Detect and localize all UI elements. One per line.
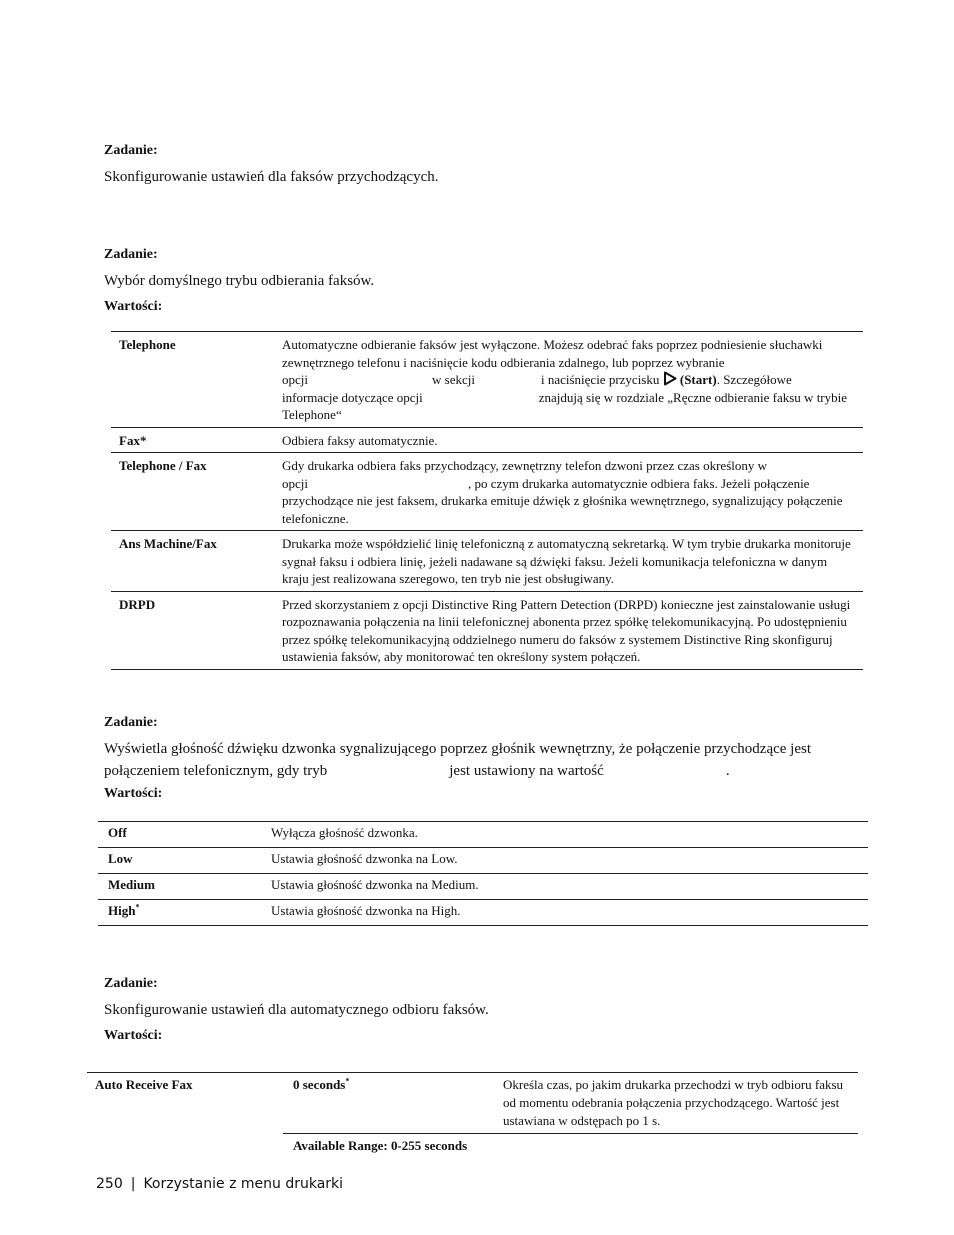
default-marker: * [135,902,140,912]
footer-separator: | [130,1176,136,1192]
option-name: Telephone [111,332,282,428]
option-name: DRPD [111,591,282,669]
table-row [98,900,868,926]
values-label: Wartości: [104,1028,163,1043]
available-range: Available Range: 0-255 seconds [293,1138,468,1153]
table-row [98,822,868,848]
footer-title: Korzystanie z menu drukarki [143,1176,344,1192]
receive-mode-table [111,331,863,670]
default-marker: * [345,1076,350,1086]
option-description: Automatyczne odbieranie faksów jest wyłączone. Możesz odebrać faks poprzez podniesienie słuchawki zewnętrznego telefonu i naciśnięcie kodu odbierania zdalnego, lub poprzez wybranie opcji w sekcji i naciśnięcie przycisku (Start). Szczegółowe informacje dotyczące opcji znajdują się w rozdziale „Ręczne odbieranie faksu w trybie Telephone“ [282,332,863,428]
auto-receive-table [87,1072,858,1155]
task-label: Zadanie: [104,247,158,262]
task-label: Zadanie: [104,143,158,158]
setting-name: Auto Receive Fax [95,1077,193,1092]
option-description: Ustawia głośność dzwonka na High. [271,900,868,926]
table-row [111,453,863,531]
task-description: Skonfigurowanie ustawień dla faksów przychodzących. [104,169,439,185]
ring-volume-table [98,821,868,926]
option-description: Odbiera faksy automatycznie. [282,427,863,453]
page-number: 250 [96,1176,123,1192]
table-row [111,591,863,669]
table-row [111,531,863,592]
task-label: Zadanie: [104,976,158,991]
option-name: Medium [98,874,271,900]
option-description: Ustawia głośność dzwonka na Medium. [271,874,868,900]
option-name: Low [98,848,271,874]
setting-description: Określa czas, po jakim drukarka przechodzi w tryb odbioru faksu od momentu odebrania połączenia przychodzącego. Wartość jest ustawiana w odstępach po 1 s. [493,1073,858,1134]
default-value: 0 seconds* [283,1073,493,1134]
task-description: Skonfigurowanie ustawień dla automatycznego odbioru faksów. [104,1002,489,1018]
option-name: Off [98,822,271,848]
option-name: Fax* [111,427,282,453]
table-row [111,427,863,453]
table-row [98,874,868,900]
values-label: Wartości: [104,786,163,801]
page-footer [96,1176,343,1192]
option-description: Ustawia głośność dzwonka na Low. [271,848,868,874]
values-label: Wartości: [104,299,163,314]
option-description: Wyłącza głośność dzwonka. [271,822,868,848]
option-name: Ans Machine/Fax [111,531,282,592]
option-description: Przed skorzystaniem z opcji Distinctive Ring Pattern Detection (DRPD) konieczne jest zainstalowanie usługi rozpoznawania połączenia na linii telefonicznej abonenta przez spółkę telekomunikacyjną. Po udostępnieniu przez spółkę telekomunikacyjną oddzielnego numeru do faksów z systemem Distinctive Ring skonfiguruj ustawienia faksów, aby monitorować ten określony system połączeń. [282,591,863,669]
table-row [87,1073,858,1134]
task-description: Wyświetla głośność dźwięku dzwonka sygnalizującego poprzez głośnik wewnętrzny, że połączenie przychodzące jest połączeniem telefonicznym, gdy tryb jest ustawiony na wartość . [104,741,812,779]
option-name: High* [98,900,271,926]
option-description: Drukarka może współdzielić linię telefoniczną z automatyczną sekretarką. W tym trybie drukarka monitoruje sygnał faksu i odbiera linię, jeżeli nadawane są dźwięki faksu. Jeżeli komunikacja telefoniczna w danym kraju jest realizowana szeregowo, ten tryb nie jest obsługiwany. [282,531,863,592]
start-button-icon [663,371,677,386]
option-description: Gdy drukarka odbiera faks przychodzący, zewnętrzny telefon dzwoni przez czas określony w opcji , po czym drukarka automatycznie odbiera faks. Jeżeli połączenie przychodzące nie jest faksem, drukarka emituje dźwięk z głośnika wewnętrznego, sygnalizujący połączenie telefoniczne. [282,453,863,531]
table-row [98,848,868,874]
table-row [111,332,863,428]
option-name: Telephone / Fax [111,453,282,531]
task-description: Wybór domyślnego trybu odbierania faksów. [104,273,375,289]
task-label: Zadanie: [104,715,158,730]
